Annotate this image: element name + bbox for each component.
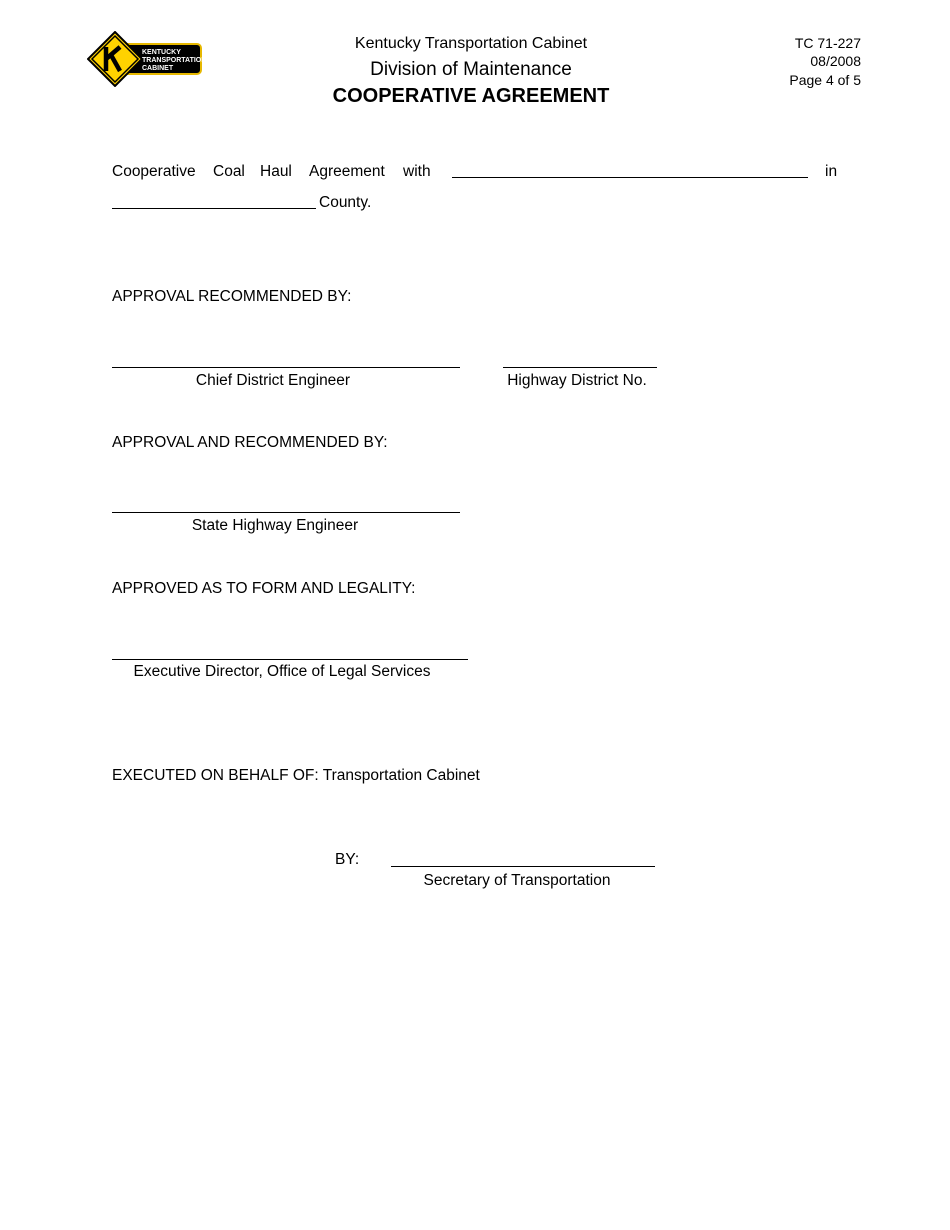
division-name: Division of Maintenance [370, 59, 572, 80]
legal-director-signature-line[interactable] [112, 659, 468, 660]
by-label: BY: [335, 851, 360, 868]
approval-recommended-heading: APPROVAL RECOMMENDED BY: [112, 288, 352, 305]
logo-text-line2: TRANSPORTATION [142, 57, 203, 64]
logo-text-line3: CABINET [142, 65, 174, 72]
page-title: COOPERATIVE AGREEMENT [332, 85, 610, 107]
intro-word-coal: Coal [213, 163, 245, 180]
intro-word-haul: Haul [260, 163, 292, 180]
party-name-field[interactable] [452, 177, 808, 178]
intro-word-agreement: Agreement [309, 163, 385, 180]
district-number-field[interactable] [503, 367, 657, 368]
form-date: 08/2008 [810, 53, 861, 69]
county-label: County. [319, 194, 372, 211]
executed-statement: EXECUTED ON BEHALF OF: Transportation Cabinet [112, 767, 480, 784]
form-number: TC 71-227 [794, 35, 861, 51]
chief-engineer-signature-line[interactable] [112, 367, 460, 368]
intro-word-with: with [403, 163, 431, 180]
intro-word-cooperative: Cooperative [112, 163, 196, 180]
state-engineer-signature-line[interactable] [112, 512, 460, 513]
intro-word-in: in [825, 163, 838, 180]
page-number: Page 4 of 5 [789, 72, 861, 88]
approved-form-heading: APPROVED AS TO FORM AND LEGALITY: [112, 580, 416, 597]
legal-director-caption: Executive Director, Office of Legal Services [133, 663, 431, 680]
chief-engineer-caption: Chief District Engineer [195, 372, 351, 389]
county-field[interactable] [112, 208, 316, 209]
approval-and-recommended-heading: APPROVAL AND RECOMMENDED BY: [112, 434, 388, 451]
secretary-caption: Secretary of Transportation [423, 872, 611, 889]
secretary-signature-line[interactable] [391, 866, 655, 867]
district-number-caption: Highway District No. [507, 372, 647, 389]
logo-text-line1: KENTUCKY [142, 49, 181, 56]
org-name: Kentucky Transportation Cabinet [354, 35, 588, 52]
state-engineer-caption: State Highway Engineer [191, 517, 359, 534]
